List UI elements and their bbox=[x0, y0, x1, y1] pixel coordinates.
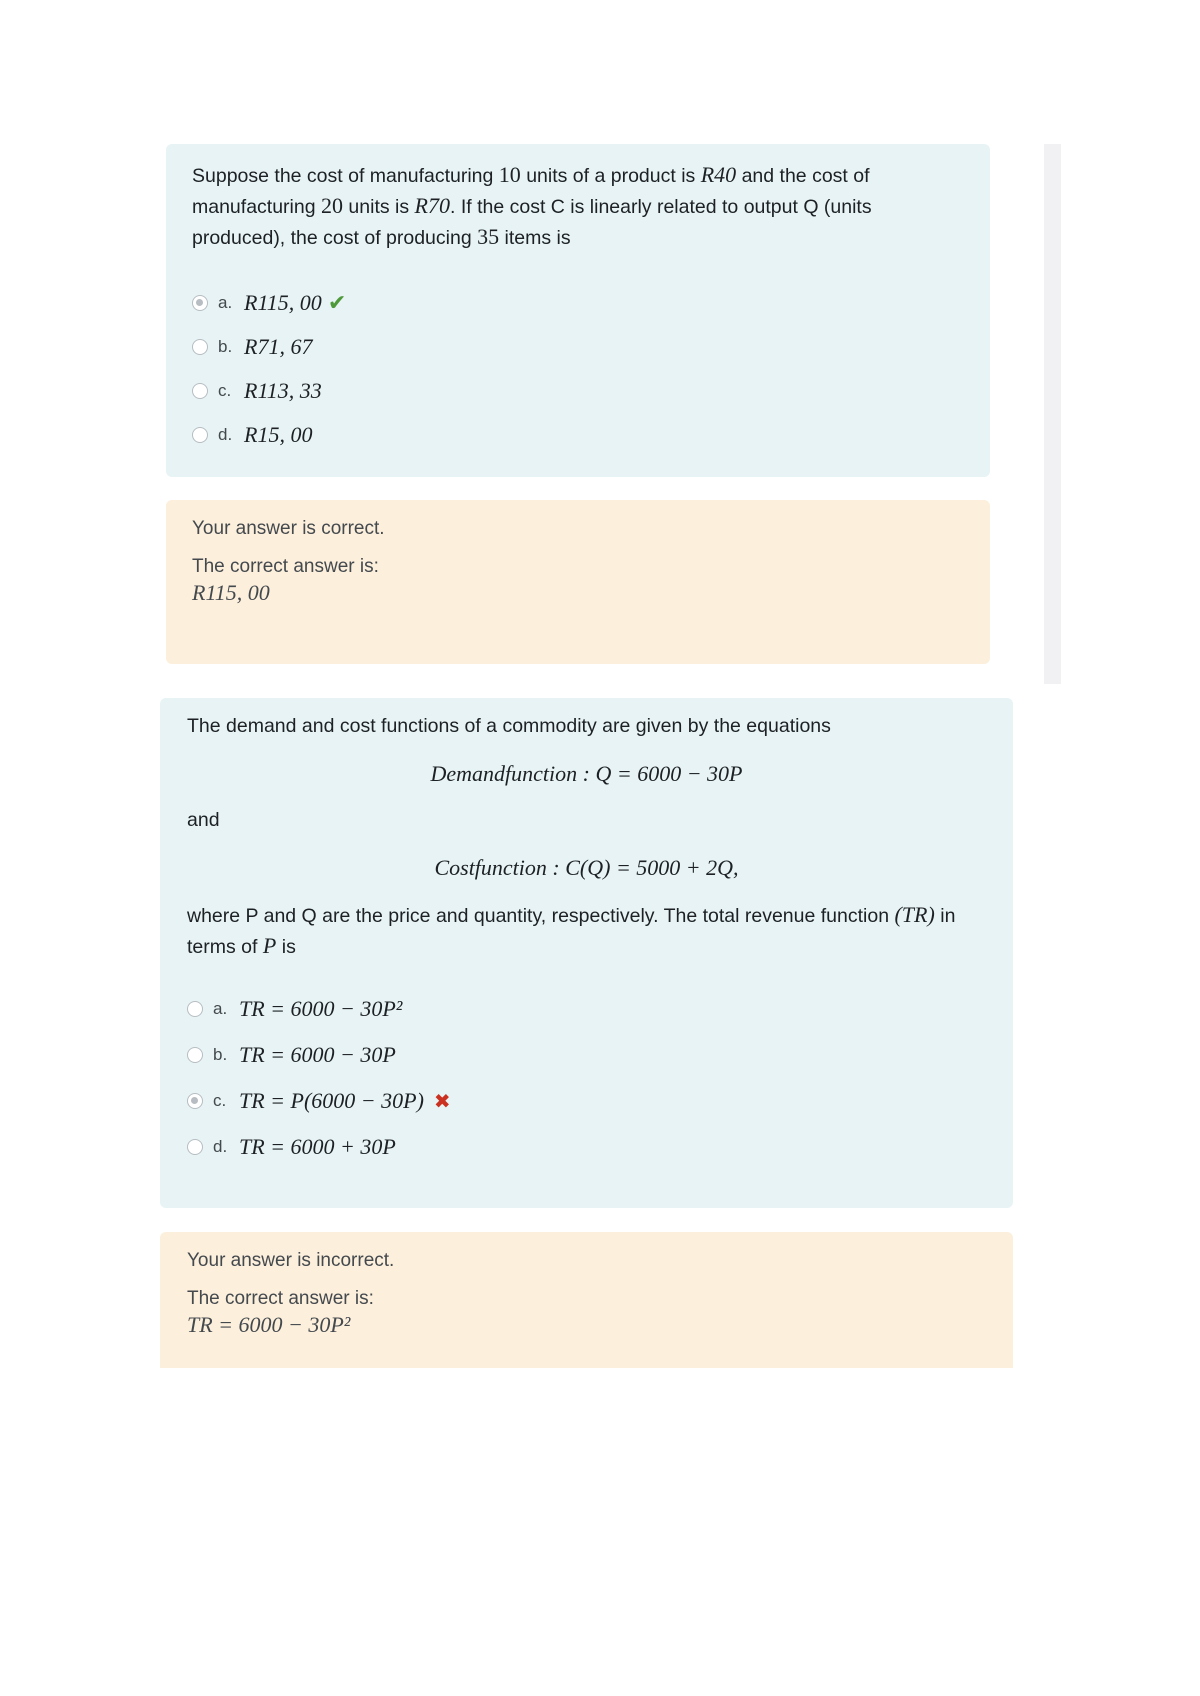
question-2-card bbox=[160, 698, 1013, 1208]
feedback-status: Your answer is correct. bbox=[192, 518, 385, 539]
option-value: TR = 6000 − 30P bbox=[239, 1042, 396, 1067]
answer-options bbox=[192, 281, 964, 457]
math-value: P bbox=[262, 933, 277, 958]
scrollbar[interactable] bbox=[1044, 144, 1061, 684]
question-text-part: and the cost of manufacturing bbox=[192, 165, 870, 218]
option-a[interactable] bbox=[192, 281, 964, 325]
question-2-text bbox=[187, 712, 986, 962]
option-b[interactable] bbox=[192, 325, 964, 369]
correct-answer-label: The correct answer is: bbox=[187, 1288, 374, 1309]
connector-text: and bbox=[187, 809, 220, 831]
option-c[interactable] bbox=[192, 369, 964, 413]
option-value: R15, 00 bbox=[244, 422, 313, 447]
math-value: (TR) bbox=[894, 902, 935, 927]
option-value: TR = 6000 + 30P bbox=[239, 1134, 396, 1159]
question-1-card bbox=[166, 144, 990, 477]
option-value: TR = 6000 − 30P² bbox=[239, 996, 403, 1021]
option-letter: d. bbox=[213, 1137, 228, 1156]
feedback-1-card bbox=[166, 500, 990, 664]
option-letter: b. bbox=[213, 1045, 228, 1064]
correct-check-icon: ✔ bbox=[327, 290, 347, 316]
option-letter: c. bbox=[213, 1091, 227, 1110]
math-value: 35 bbox=[477, 224, 500, 249]
radio-button[interactable] bbox=[187, 1139, 203, 1155]
math-value: 20 bbox=[321, 193, 343, 218]
answer-options bbox=[187, 986, 986, 1170]
radio-button[interactable] bbox=[187, 1047, 203, 1063]
math-value: R70 bbox=[414, 193, 450, 218]
option-value: TR = P(6000 − 30P) bbox=[239, 1088, 424, 1113]
option-letter: d. bbox=[218, 425, 233, 444]
option-value: R71, 67 bbox=[244, 334, 313, 359]
option-letter: a. bbox=[213, 999, 228, 1018]
question-text-part: units is bbox=[343, 196, 415, 218]
incorrect-cross-icon: ✖ bbox=[433, 1089, 451, 1113]
option-b[interactable] bbox=[187, 1032, 986, 1078]
question-text-part: . If the cost C is linearly related to output Q (units produced), the cost of producing bbox=[192, 196, 872, 249]
question-text-part: Suppose the cost of manufacturing bbox=[192, 165, 499, 187]
option-c[interactable] bbox=[187, 1078, 986, 1124]
math-value: 10 bbox=[498, 162, 521, 187]
question-text-part: where P and Q are the price and quantity, respectively. The total revenue function bbox=[187, 905, 895, 927]
correct-answer-value: R115, 00 bbox=[192, 580, 270, 605]
question-text-part: units of a product is bbox=[520, 165, 701, 187]
option-d[interactable] bbox=[187, 1124, 986, 1170]
option-letter: a. bbox=[218, 293, 233, 312]
question-text-part: is bbox=[276, 936, 296, 958]
radio-button[interactable] bbox=[192, 427, 208, 443]
question-text-part: in terms of bbox=[187, 905, 956, 958]
correct-answer-label: The correct answer is: bbox=[192, 556, 379, 577]
demand-equation: Demandfunction : Q = 6000 − 30P bbox=[430, 761, 743, 786]
correct-answer-value: TR = 6000 − 30P² bbox=[187, 1312, 351, 1337]
option-a[interactable] bbox=[187, 986, 986, 1032]
option-letter: b. bbox=[218, 337, 233, 356]
question-intro: The demand and cost functions of a commodity are given by the equations bbox=[187, 715, 831, 737]
option-d[interactable] bbox=[192, 413, 964, 457]
question-text-part: items is bbox=[499, 227, 571, 249]
radio-button[interactable] bbox=[192, 295, 208, 311]
option-letter: c. bbox=[218, 381, 232, 400]
math-value: R40 bbox=[700, 162, 737, 187]
cost-equation: Costfunction : C(Q) = 5000 + 2Q, bbox=[434, 855, 739, 880]
feedback-2-card bbox=[160, 1232, 1013, 1368]
question-1-text bbox=[192, 160, 964, 253]
radio-button[interactable] bbox=[187, 1093, 203, 1109]
radio-button[interactable] bbox=[187, 1001, 203, 1017]
radio-button[interactable] bbox=[192, 339, 208, 355]
option-value: R115, 00 bbox=[244, 290, 322, 315]
option-value: R113, 33 bbox=[244, 378, 322, 403]
feedback-status: Your answer is incorrect. bbox=[187, 1250, 395, 1271]
radio-button[interactable] bbox=[192, 383, 208, 399]
